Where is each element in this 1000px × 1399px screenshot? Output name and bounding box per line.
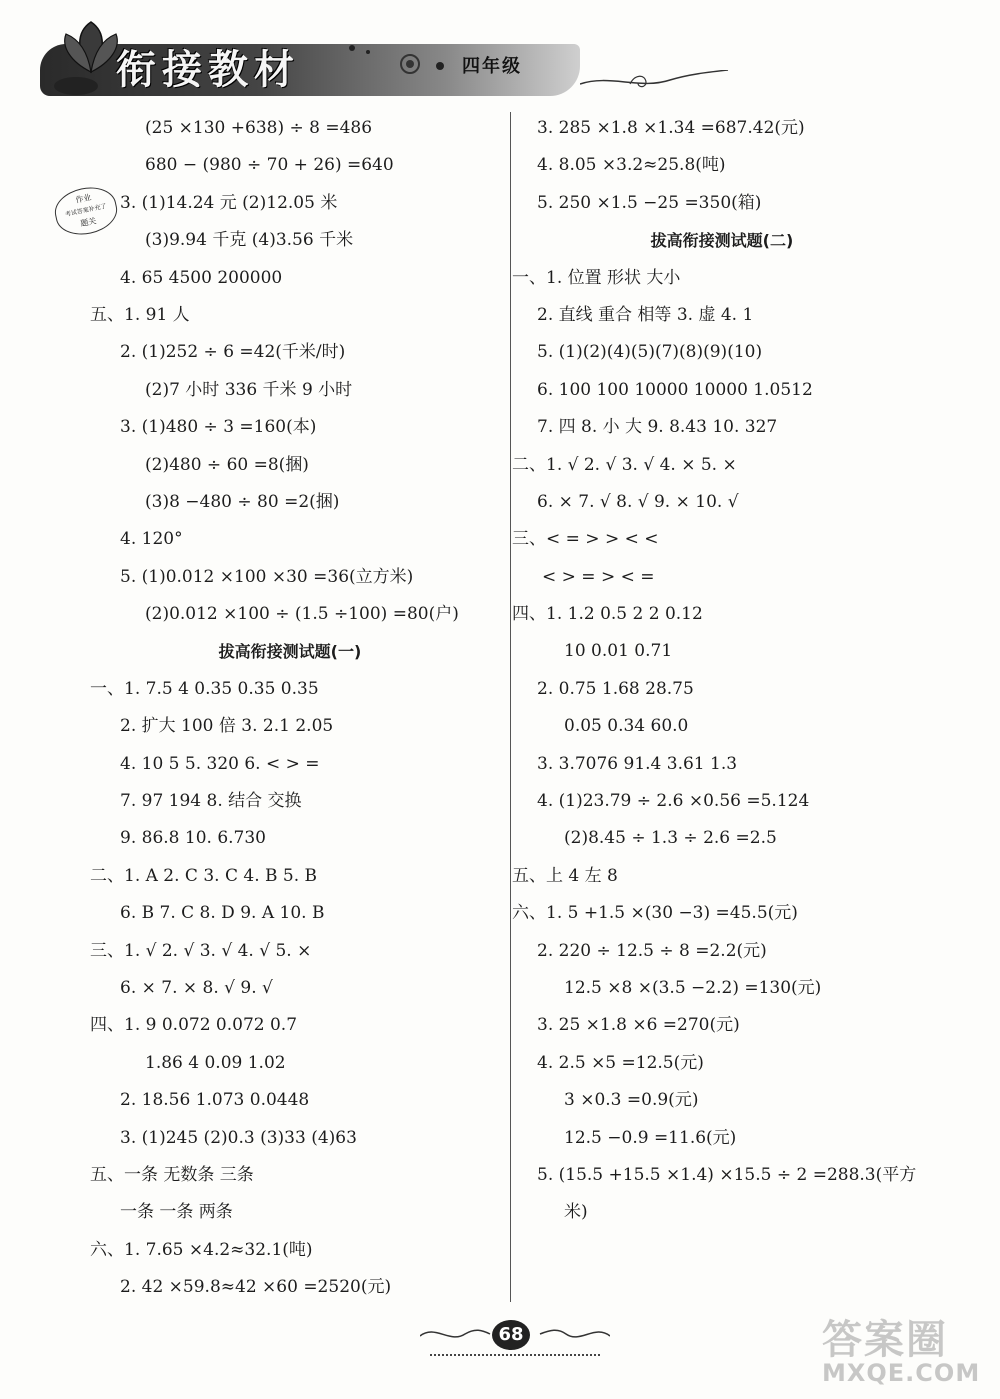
answer-line: 一、1. 7.5 4 0.35 0.35 0.35 <box>90 678 319 699</box>
answer-line: 3. 3.7076 91.4 3.61 1.3 <box>537 753 738 774</box>
answer-line: (2)0.012 ×100 ÷ (1.5 ÷100) =80(户) <box>145 604 459 625</box>
answer-line: 7. 97 194 8. 结合 交换 <box>120 791 302 812</box>
answer-line: 4. 65 4500 200000 <box>120 267 283 288</box>
footer-dotted-line <box>430 1354 600 1356</box>
answer-line: 5. (15.5 +15.5 ×1.4) ×15.5 ÷ 2 =288.3(平方 <box>537 1164 917 1185</box>
answer-line: 1.86 4 0.09 1.02 <box>145 1052 286 1073</box>
page-header <box>0 0 1000 110</box>
answer-line: 四、1. 1.2 0.5 2 2 0.12 <box>512 604 703 625</box>
answer-line: 四、1. 9 0.072 0.072 0.7 <box>90 1015 298 1036</box>
answer-line: 五、一条 无数条 三条 <box>90 1164 254 1185</box>
answer-line: 2. 0.75 1.68 28.75 <box>537 678 694 699</box>
answer-line: 六、1. 5 +1.5 ×(30 −3) =45.5(元) <box>512 903 798 924</box>
column-divider <box>510 112 511 1302</box>
answer-line: (3)8 −480 ÷ 80 =2(捆) <box>145 491 340 512</box>
decorative-dots-icon <box>340 40 460 80</box>
stamp-text-2: 考试答案补充了 <box>64 202 108 219</box>
answer-line: 五、1. 91 人 <box>90 304 190 325</box>
answer-line: 3 ×0.3 =0.9(元) <box>564 1090 699 1111</box>
answer-line: (2)480 ÷ 60 =8(捆) <box>145 454 309 475</box>
answer-line: 米) <box>564 1202 588 1223</box>
answer-line: 五、上 4 左 8 <box>512 865 618 886</box>
answer-line: (25 ×130 +638) ÷ 8 =486 <box>145 118 373 138</box>
answer-line: 7. 四 8. 小 大 9. 8.43 10. 327 <box>537 417 778 438</box>
answer-line: < > = > < = <box>542 566 655 587</box>
book-title: 衔接教材 <box>116 46 300 93</box>
answer-line: 5. (1)(2)(4)(5)(7)(8)(9)(10) <box>537 342 763 363</box>
answer-line: 2. 220 ÷ 12.5 ÷ 8 =2.2(元) <box>537 940 767 961</box>
left-column <box>90 110 510 1307</box>
answer-line: 4. 8.05 ×3.2≈25.8(吨) <box>537 155 726 176</box>
answer-line: 三、< = > > < < <box>512 529 659 550</box>
answer-line: 二、1. A 2. C 3. C 4. B 5. B <box>90 865 318 886</box>
right-column <box>512 110 952 1232</box>
answer-line: 2. 扩大 100 倍 3. 2.1 2.05 <box>120 716 334 737</box>
section-title: 拔高衔接测试题(一) <box>218 642 362 662</box>
page-number: 68 <box>492 1320 530 1350</box>
answer-line: (2)8.45 ÷ 1.3 ÷ 2.6 =2.5 <box>564 828 777 849</box>
watermark-domain: MXQE.COM <box>822 1359 981 1387</box>
answer-line: 2. 42 ×59.8≈42 ×60 =2520(元) <box>120 1277 392 1298</box>
answer-line: 6. 100 100 10000 10000 1.0512 <box>537 379 813 400</box>
answer-line: 二、1. √ 2. √ 3. √ 4. × 5. × <box>512 454 737 475</box>
answer-line: 六、1. 7.65 ×4.2≈32.1(吨) <box>90 1239 313 1260</box>
answer-line: 3. 25 ×1.8 ×6 =270(元) <box>537 1015 740 1036</box>
answer-line: (3)9.94 千克 (4)3.56 千米 <box>145 230 354 251</box>
stamp-text-1: 作业 <box>74 192 93 205</box>
swirl-ornament-icon <box>580 70 730 96</box>
section-title: 拔高衔接测试题(二) <box>650 231 794 251</box>
watermark-logo-text: 答案圈 <box>822 1317 948 1363</box>
answer-line: 3. (1)245 (2)0.3 (3)33 (4)63 <box>120 1127 357 1148</box>
answer-line: 6. B 7. C 8. D 9. A 10. B <box>120 903 325 924</box>
answer-line: 3. 285 ×1.8 ×1.34 =687.42(元) <box>537 118 805 138</box>
answer-line: 0.05 0.34 60.0 <box>564 716 689 737</box>
answer-line: 9. 86.8 10. 6.730 <box>120 828 266 849</box>
answer-line: 一条 一条 两条 <box>120 1202 233 1223</box>
answer-line: 12.5 −0.9 =11.6(元) <box>564 1127 737 1148</box>
site-watermark <box>822 1308 992 1390</box>
answer-line: 680 − (980 ÷ 70 + 26) =640 <box>145 155 394 176</box>
answer-line: 4. 10 5 5. 320 6. < > = <box>120 753 320 774</box>
answer-line: 3. (1)14.24 元 (2)12.05 米 <box>120 192 338 213</box>
answer-line: 12.5 ×8 ×(3.5 −2.2) =130(元) <box>564 977 822 998</box>
answer-line: 2. (1)252 ÷ 6 =42(千米/时) <box>120 342 346 363</box>
answer-line: 5. (1)0.012 ×100 ×30 =36(立方米) <box>120 566 414 587</box>
answer-line: 4. (1)23.79 ÷ 2.6 ×0.56 =5.124 <box>537 791 810 812</box>
answer-line: 3. (1)480 ÷ 3 =160(本) <box>120 417 317 438</box>
answer-line: 10 0.01 0.71 <box>564 641 673 662</box>
answer-line: 6. × 7. √ 8. √ 9. × 10. √ <box>537 491 739 512</box>
answer-line: 2. 18.56 1.073 0.0448 <box>120 1090 310 1111</box>
answer-line: 6. × 7. × 8. √ 9. √ <box>120 977 273 998</box>
answer-line: (2)7 小时 336 千米 9 小时 <box>145 379 353 400</box>
stamp-text-3: 题关 <box>79 216 98 229</box>
answer-line: 一、1. 位置 形状 大小 <box>512 267 681 288</box>
answer-line: 4. 120° <box>120 529 183 550</box>
grade-label: 四年级 <box>462 56 522 77</box>
answer-line: 三、1. √ 2. √ 3. √ 4. √ 5. × <box>90 940 312 961</box>
answer-line: 2. 直线 重合 相等 3. 虚 4. 1 <box>537 304 754 325</box>
answer-line: 5. 250 ×1.5 −25 =350(箱) <box>537 192 762 213</box>
answer-line: 4. 2.5 ×5 =12.5(元) <box>537 1052 704 1073</box>
